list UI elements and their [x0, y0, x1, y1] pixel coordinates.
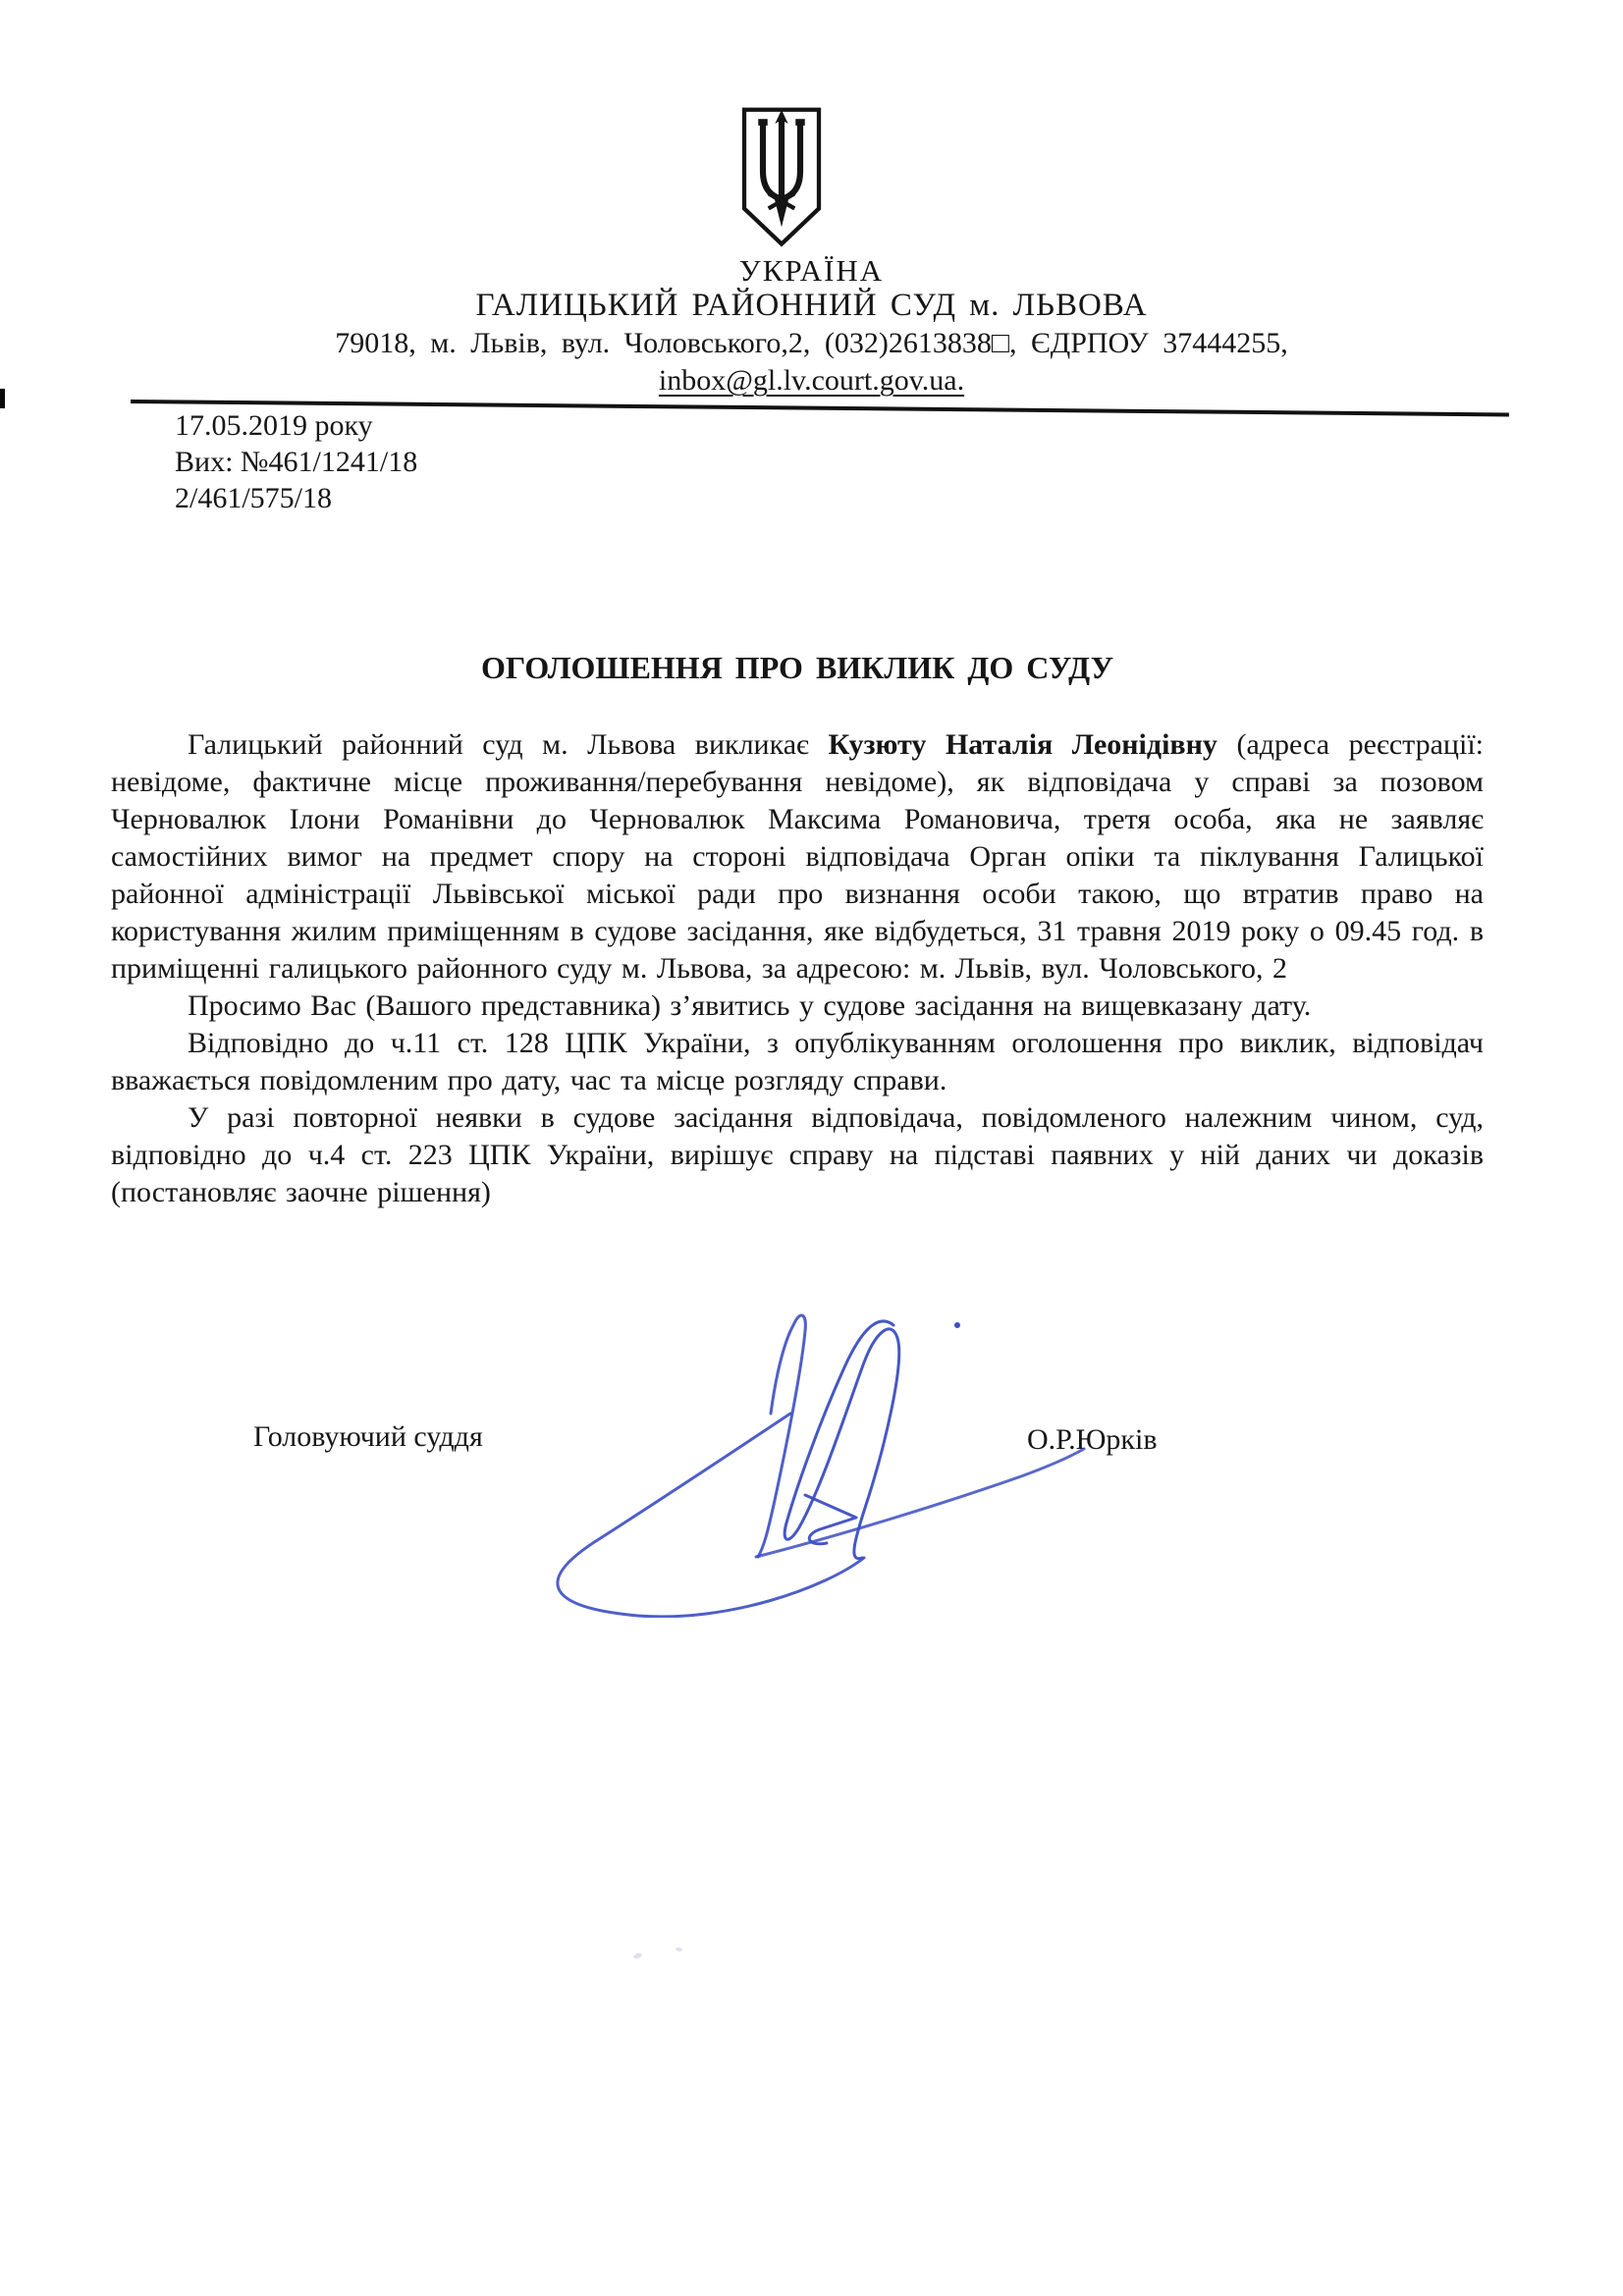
court-address-line: 79018, м. Львів, вул. Чоловського,2, (032)2613838□, ЄДРПОУ 37444255, [335, 327, 1288, 359]
judge-signature-icon [432, 1284, 1100, 1618]
defendant-name: Кузюту Наталія Леонідівну [828, 728, 1217, 761]
country-label: УКРАЇНА [738, 253, 885, 288]
document-title: ОГОЛОШЕННЯ ПРО ВИКЛИК ДО СУДУ [480, 650, 1114, 685]
scan-speck [632, 1952, 642, 1960]
signature-pen-dot [954, 1322, 960, 1328]
document-date: 17.05.2019 року [175, 409, 373, 442]
paragraph-article-128: Відповідно до ч.11 ст. 128 ЦПК України, з опублікуванням оголошення про виклик, відповідач вважається повідомленим про дату, час та місце розгляду справи. [111, 1027, 1484, 1096]
paragraph-article-223: У разі повторної неявки в судове засідання відповідача, повідомленого належним чином, суд, відповідно до ч.4 ст. 223 ЦПК України, вирішує справу на підставі паявних у ній даних чи доказів (постановляє заочне рішення) [111, 1101, 1484, 1208]
case-number: 2/461/575/18 [175, 482, 333, 514]
outgoing-number: Вих: №461/1241/18 [175, 446, 418, 478]
court-email: inbox@gl.lv.court.gov.ua. [658, 364, 965, 397]
ukraine-trident-emblem-icon [734, 104, 829, 253]
paragraph-summons: Галицький районний суд м. Львова викликає Кузюту Наталія Леонідівну (адреса реєстрації: невідоме, фактичне місце проживання/перебування невідоме), як відповідача у справі за позовом Черновалюк Ілони Романівни до Черновалюк Максима Романовича, третя особа, яка не заявляє самостійних вимог на предмет спору на стороні відповідача Орган опіки та піклування Галицької районної адміністрації Львівської міської ради про визнання особи такою, що втратив право на користування жилим приміщенням в судове засідання, яке відбудеться, 31 травня 2019 року о 09.45 год. в приміщенні галицького районного суду м. Львова, за адресою: м. Львів, вул. Чоловського, 2 [111, 728, 1484, 985]
scan-speck [676, 1947, 683, 1952]
court-name: ГАЛИЦЬКИЙ РАЙОННИЙ СУД м. ЛЬВОВА [475, 288, 1148, 323]
paragraph-request-appearance: Просимо Вас (Вашого представника) з’явитись у судове засідання на вищевказану дату. [188, 989, 1312, 1022]
signer-role-label: Головуючий суддя [253, 1420, 483, 1453]
scan-edge-artifact [0, 389, 5, 408]
signer-name: О.Р.Юрків [1027, 1423, 1158, 1456]
document-body [111, 726, 1484, 1211]
